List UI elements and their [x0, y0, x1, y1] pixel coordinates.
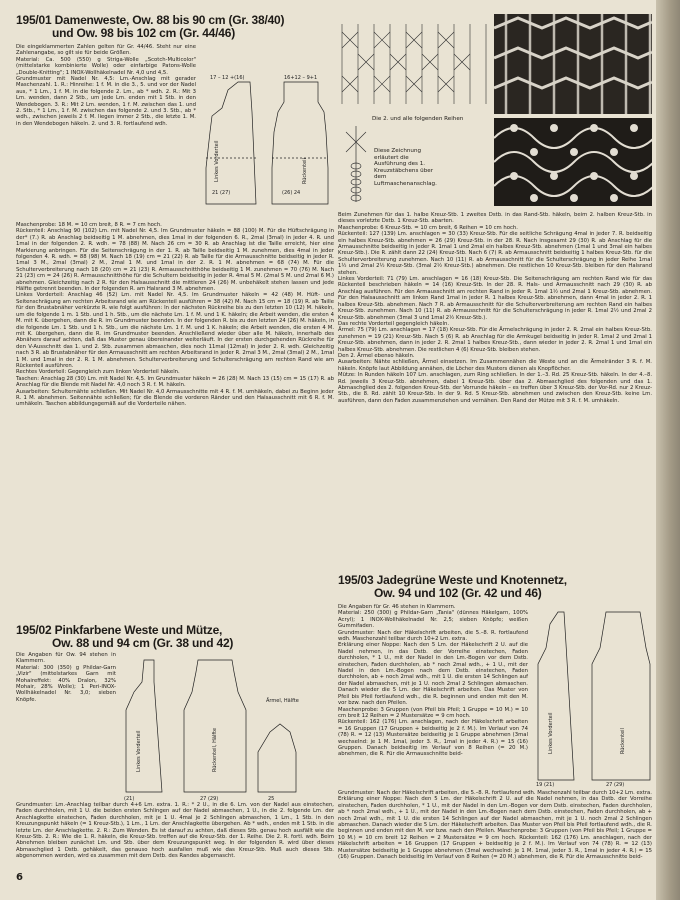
section-195-03-body	[338, 790, 652, 872]
section-195-02-intro	[16, 652, 116, 802]
knotennetz-photo	[494, 118, 652, 206]
section-title-line1: Pinkfarbene Weste und Mütze,	[54, 623, 223, 637]
section-195-03-intro	[338, 604, 528, 788]
section-title-line2: und Ow. 98 bis 102 cm (Gr. 44/46)	[52, 26, 236, 40]
pattern-diagram-195-01	[198, 72, 332, 216]
material-text: Material: 300 (350) g Phildar-Garn „Vizir" (mittelstarkes Garn mit Mohaireffekt: 40% Dralon, 32% Mohair, 28% Wolle); 1 Peri-INOX-Wollhäkelnadel Nr. 3,0; sieben Knöpfe.	[16, 664, 116, 703]
pattern-diagram-195-03	[530, 604, 654, 788]
svg-text:27 (29): 27 (29)	[606, 782, 625, 788]
svg-text:27 (29): 27 (29)	[200, 796, 219, 802]
pattern-diagram-195-02	[120, 652, 334, 802]
book-spine	[656, 0, 680, 900]
intro-text: Die Angaben für Ow. 94 stehen in Klammern.	[16, 652, 116, 665]
crochet-stitch-photo	[494, 14, 652, 114]
maschenprobe-text: Maschenprobe: 18 M. = 10 cm breit, 8 R. = 7 cm hoch.	[16, 222, 162, 228]
section-195-03-header	[338, 574, 652, 600]
label-armel-haelfte: Ärmel, Hälfte	[266, 698, 299, 704]
instructions-continued-text: Grundmuster: Nach der Häkelschrift arbeiten, die 5.–8. R. fortlaufend wdh. Maschenzahl teilbar durch 10+2 Lm. extra. Erklärung einer Noppe: Nach den 5 Lm. der Häkelschrift 2 U. auf die Nadel nehmen, in das Dstb. der Vorreihe einstechen, Faden durchholen, * 1 U., mit der Nadel in den Lm.-Bogen vor dem Dstb. einstechen, Faden durchholen, ab * noch 2mal wdh., + 1 U., mit der Nadel in den Lm.-Bogen nach dem Dstb. einstechen, Faden durchholen, ab + noch 2mal wdh., mit 1 U. die ersten 14 Schlingen auf der Nadel abmaschen, mit je 1 U. noch 2mal 2 Schlingen abmaschen. Danach wieder die 5 Lm. der Häkelschrift arbeiten. Das Muster von Pfeil bis Pfeil fortlaufend wdh., die R. beginnen und enden mit den M. vor bzw. nach den Pfeilen. Maschenprobe: 3 Gruppen (von Pfeil bis Pfeil; 1 Gruppe = 10 M.) = 10 cm breit 12 Reihen = 2 Mustersätze = 9 cm hoch. Rückenteil: 162 (176) Lm. anschlagen, nach der Häkelschrift arbeiten = 16 Gruppen (17 Gruppen + beidseitig je 2 f. M.). Im Verlauf von 74 (78) R. = 12 (13) Mustersätze beidseitig je 1 Gruppe abnehmen (3mal wechselnd: je 1 M. 1mal, jeder 3. R., 1mal in jeder 4. R.) = 15 (16) Gruppen. Danach beidseitig im Verlauf von 8 Reihen (= 20 M.) abnehmen, die R. Für die Armausschnitte beid-	[338, 790, 652, 861]
material-text: Material: 250 (300) g Phildar-Garn „Tania" (dünnes Häkelgarn, 100% Acryl); 1 INOX-Wollhäkelnadel Nr. 2,5; sieben Knöpfe; weißen Gummifaden.	[338, 610, 528, 630]
crochet-chain-diagram	[338, 122, 374, 208]
svg-text:(26) 24: (26) 24	[282, 190, 301, 196]
intro-text: Die eingeklammerten Zahlen gelten für Gr. 44/46. Steht nur eine Zahlenangabe, so gilt sie für beide Größen.	[16, 44, 196, 57]
svg-text:17 – 12 +(16): 17 – 12 +(16)	[210, 75, 245, 81]
svg-text:16+12 – 9+1: 16+12 – 9+1	[284, 75, 318, 81]
section-title-line2: Ow. 88 und 94 cm (Gr. 38 und 42)	[52, 636, 234, 650]
section-195-02-body	[16, 802, 334, 870]
instructions-text: Beim Zunehmen für das 1. halbe Kreuz-Stb. 1 zweites Dstb. in das Rand-Stb. häkeln, beim 2. halben Kreuz-Stb. in dieses vorletzte Dstb. 1 Kreuz-Stb. abarten. Maschenprobe: 6 Kreuz-Stb. = 10 cm breit, 6 Reihen = 10 cm hoch. Rückenteil: 127 (139) Lm. anschlagen = 30 (33) Kreuz-Stb. Für die seitliche Schrägung 4mal in jeder 7. R. beidseitig ein halbes Kreuz-Stb. abnehmen = 26 (29) Kreuz-Stb. in der 28. R. Nach insgesamt 29 (30) R. ab Anschlag für die Armausschnitte beidseitig in jeder R. 1mal 1 und 2mal ein halbes Kreuz-Stb. abnehmen (1mal 1 und 3mal ein halbes Kreuz-Stb.). Die R. zählt dann 22 (24) Kreuz-Stb. Nach 6 (7) R. ab Armausschnitt beidseitig 1 halbes Kreuz-Stb. für die Schulterverbreiterung zunehmen. Nach 10 (11) R. ab Armausschnitt für die Schulterschrägung in jeder Reihe 1mal 1½ und 2mal 2½ Kreuz-Stb. (3mal 2½ Kreuz-Stb.) abnehmen. Die restlichen 10 Kreuz-Stb. bleiben für den Halsrand stehen. Linkes Vorderteil: 71 (79) Lm. anschlagen = 16 (18) Kreuz-Stb. Die Seitenschrägung am rechten Rand wie für das Rückenteil beschrieben häkeln = 14 (16) Kreuz-Stb. In der 28. R. Hals- und Armausschnitt nach 29 (30) R. ab Anschlag ausführen. Für den Armausschnitt am rechten Rand in jeder R. 1mal 1½ und 2mal 1 Kreuz-Stb. abnehmen. Für den Halsausschnitt am linken Rand 1mal in jeder R. 1 halbes Kreuz-Stb. abnehmen, dann 4mal in jeder 2. R. 1 halbes Kreuz-Stb. abnehmen. Nach 7 R. ab Armausschnitt für die Schulterverbreiterung am rechten Rand ein halbes Kreuz-Stb. zunehmen. Nach 10 (11) R. ab Armausschnitt für die Schulterschrägung in jeder R. 1mal 2½ und 2mal 2 Kreuz-Stb. abnehmen (3mal 3 und 1mal 2½ Kreuz-Stb.). Das rechte Vorderteil gegengleich häkeln. Ärmel: 75 (79) Lm. anschlagen = 17 (18) Kreuz-Stb. Für die Ärmelschrägung in jeder 2. R. 2mal ein halbes Kreuz-Stb. zunehmen = 19 (21) Kreuz-Stb. Nach 5 (6) R. ab Anschlag für die Armkugel beidseitig in jeder R. 1mal 2 und 2mal 1 Kreuz-Stb. abnehmen, dann in jeder 2. R. 2mal 1 halbes Kreuz-Stb., dann wieder in jeder 2. R. 2mal 1 und 1mal ein halbes Kreuz-Stb. abnehmen. Die restlichen 4 (6) Kreuz-Stb. bleiben stehen. Den 2. Ärmel ebenso häkeln. Ausarbeiten: Nähte schließen, Ärmel einsetzen. Im Zusammennähen die Weste und an die Ärmelränder 3 R. f. M. häkeln. Knöpfe laut Abbildung annähen, die Löcher des Musters dienen als Knopflöcher. Mütze: In Runden häkeln 107 Lm. anschlagen, zum Ring schließen. In der 1.–3. Rd. 25 Kreuz-Stb. häkeln. In der 4.–8. Rd. jeweils 3 Kreuz-Stb. abnehmen, dabei 1 Kreuz-Stb. über das 2. Abmaschglied des folgenden und das 1. Abmaschglied des 2. folgenden Kreuz-Stb. der Vorrunde häkeln – es treffen über 3 Kreuz-Stb. der Vor-Rd. nur 2 Kreuz-Stb., die 8. Rd. zählt 10 Kreuz-Stb. In der 9. Rd. 5 Kreuz-Stb. abnehmen und zwischen den Kreuz-Stb. keine Lm. ausführen, dann den Faden zusammenziehen und vernähen. Den Rand der Mütze mit 3 R. f. M. umhäkeln.	[338, 212, 652, 404]
label-linkes-vorderteil: Linkes Vorderteil	[214, 140, 220, 182]
svg-text:Linkes Vorderteil: Linkes Vorderteil	[548, 712, 554, 754]
svg-text:Rückenteil, Hälfte: Rückenteil, Hälfte	[212, 727, 218, 772]
crochet-chart-top	[338, 14, 490, 114]
instructions-text: Grundmuster: Nach der Häkelschrift arbeiten, die 5.–8. R. fortlaufend wdh. Maschenzahl teilbar durch 10+2 Lm. extra. Erklärung einer Noppe: Nach den 5 Lm. der Häkelschrift 2 U. auf die Nadel nehmen, in das Dstb. der Vorreihe einstechen, Faden durchholen, * 1 U., mit der Nadel in den Lm.-Bogen vor dem Dstb. einstechen, Faden durchholen, ab * noch 2mal wdh., + 1 U., mit der Nadel in den Lm.-Bogen nach dem Dstb. einstechen, Faden durchholen, ab + noch 2mal wdh., mit 1 U. die ersten 14 Schlingen auf der Nadel abmaschen, mit je 1 U. noch 2mal 2 Schlingen abmaschen. Danach wieder die 5 Lm. der Häkelschrift arbeiten. Das Muster von Pfeil bis Pfeil fortlaufend wdh., die R. beginnen und enden mit den M. vor bzw. nach den Pfeilen. Maschenprobe: 3 Gruppen (von Pfeil bis Pfeil; 1 Gruppe = 10 M.) = 10 cm breit 12 Reihen = 2 Mustersätze = 9 cm hoch. Rückenteil: 162 (176) Lm. anschlagen, nach der Häkelschrift arbeiten = 16 Gruppen (17 Gruppen + beidseitig je 2 f. M.). Im Verlauf von 74 (78) R. = 12 (13) Mustersätze beidseitig je 1 Gruppe abnehmen (3mal wechselnd: je 1 M. 1mal, jeder 3. R., 1mal in jeder 4. R.) = 15 (16) Gruppen. Danach beidseitig im Verlauf von 8 Reihen (= 20 M.) abnehmen, die R. Für die Armausschnitte beid-	[338, 629, 528, 758]
section-title-line1: Jadegrüne Weste und Knotennetz,	[376, 573, 567, 587]
svg-text:21 (27): 21 (27)	[212, 190, 231, 196]
section-title-line1: Damenweste, Ow. 88 bis 90 cm (Gr. 38/40)	[54, 13, 285, 27]
svg-text:19 (21): 19 (21)	[536, 782, 555, 788]
section-title-line2: Ow. 94 und 102 (Gr. 42 und 46)	[374, 586, 542, 600]
caption-zeichnung: Diese Zeichnung erläutert die Ausführung des 1. Kreuzstäbchens über dem Luftmaschenanschlag.	[374, 148, 437, 187]
intro-text: Die Angaben für Gr. 46 stehen in Klammern.	[338, 604, 456, 610]
instructions-text: Rückenteil: Anschlag 90 (102) Lm. mit Nadel Nr. 4,5. Im Grundmuster häkeln = 88 (100) M. Für die Hüftschrägung in der* (7.) R. ab Anschlag beidseitig 1 M. abnehmen, dies 1mal in der folgenden 6. R., 2mal (3mal) in jeder 4. R. und 1mal in der folgenden 2. R. wdh. = 78 (88) M. Nach 26 cm = 30 R. ab Anschlag ist die Taille erreicht, hier eine Markierung anbringen. Für die Seitenschrägung in der 1. R. ab Taille beidseitig 1 M. zunehmen, dies 4mal in jeder folgenden 4. R. wdh. = 88 (98) M. Nach 18 (19) cm = 21 (22) R. ab Taille für die Armausschnitte beidseitig in jeder R. 1mal 3 M., 2mal (3mal) 2 M., 2mal 1 M. und 1mal in der 2. R. 1 M. abnehmen = 68 (74) M. Für die Schulterverbreiterung nach 18 (20) cm = 21 (23) R. Armausschnitthöhe beidseitig 1 M. zunehmen = 70 (76) M. Nach 21 (23) cm = 24 (26) R. Armausschnitthöhe für die Schultern beidseitig in jeder R. 4mal 5 M. (2mal 5 M. und 2mal 6 M.) abnehmen. Gleichzeitig nach 2 R. für den Halsausschnitt die mittleren 24 (26) M. unbehäkelt stehen lassen und jede Hälfte getrennt beenden. In der folgenden R. am Halsrand 3 M. abnehmen. Linkes Vorderteil: Anschlag 46 (52) Lm. mit Nadel Nr. 4,5. Im Grundmuster häkeln = 42 (48) M. Hüft- und Seitenschrägung am rechten Arbeitsrand wie am Rückenteil ausführen = 38 (42) M. Nach 15 cm = 18 (19) R. ab Taille für den Brustabnäher verkürzte R. wie folgt ausführen: In der nächsten Rückreihe bis zu den letzten 10 (12) M. häkeln, um die folgende 1 m. 1 Stb. und 1 h. Stb., um die nächste Lm. 1 f. M. und 1 K. häkeln; die Arbeit wenden, die ersten 4 M. mit K. übergehen, dann die R. im Grundmuster beenden. In der folgenden R. bis zu den letzten 24 (26) M. häkeln, in die folgende Lm. 1 Stb. und 1 h. Stb., um die nächste Lm. 1 f. M. und 1 K. häkeln; die Arbeit wenden, die ersten 4 M. mit K. übergehen, dann die R. im Grundmuster beenden. Anschließend wieder über alle M. häkeln, innerhalb des Abnähers darauf achten, daß das Muster genau übereinander weiterläuft. In der ersten durchgehenden Rückreihe für den V-Ausschnitt das 1. und 2. Stb. zusammen abmaschen, dies noch 11mal (12mal) in jeder 2. R. wdh. Gleichzeitig nach 3 R. ab Brustabnäher für den Armausschnitt am rechten Arbeitsrand in jeder R. 2mal 3 M., 2mal (3mal) 2 M., 1mal 1 M. und 1mal in der 2. R. 1 M. abnehmen. Schulterverbreiterung und Schulterschrägung am rechten Rand wie am Rückenteil ausführen. Rechtes Vorderteil: Gegengleich zum linken Vorderteil häkeln. Taschen: Anschlag 28 (30) Lm. mit Nadel Nr. 4,5. Im Grundmuster häkeln = 26 (28) M. Nach 13 (15) cm = 15 (17) R. ab Anschlag für die Blende mit Nadel Nr. 4,0 noch 3 R. f. M. häkeln. Ausarbeiten: Schulternähte schließen. Mit Nadel Nr. 4,0 Armausschnitte mit 4 R. f. M. umhäkeln, dabei zu Beginn jeder R. 1 M. abnehmen. Seitennähte schließen; für die Blende die vorderen Ränder und den Halsausschnitt mit 6 R. f. M. umhäkeln. Taschen abbildungsgemäß auf die Vorderteile nähen.	[16, 228, 334, 408]
section-number: 195/01	[16, 13, 52, 27]
section-195-02-header	[16, 624, 256, 650]
section-number: 195/03	[338, 573, 374, 587]
section-195-01-body	[16, 222, 334, 620]
section-195-02-continued	[338, 212, 652, 568]
label-rueckenteil: Rückenteil	[302, 158, 308, 184]
section-195-01-header	[16, 14, 334, 40]
svg-text:25: 25	[268, 796, 275, 802]
page-number: 6	[16, 872, 23, 883]
svg-text:Rückenteil: Rückenteil	[620, 728, 626, 754]
caption-reihen: Die 2. und alle folgenden Reihen	[372, 116, 464, 122]
grundmuster-text: Grundmuster mit Nadel Nr. 4,5: Lm.-Anschlag mit gerader Maschenzahl. 1. R.: Hinreihe: 1 f. M. in die 3., 5. und vor der Nadel aus, * 1 Lm., 1 f. M. in die folgende 2. Lm., ab * wdh. 2. R.: Mit 3 Lm. wenden, dann 2 Stb., um jede Lm. enden mit 1 Stb. in den Wendebogen. 3. R.: Mit 2 Lm. wenden, 1 f. M. zwischen das 1. und 2. Stb., * 1 Lm., 1 f. M. zwischen das folgende 2. und 3. Stb., ab * wdh., zwischen jeweils 2 f. M. liegen immer 2 Stb., die letzte 1. M. in den Wendebogen häkeln. 2. und 3. R. fortlaufend wdh.	[16, 76, 196, 127]
svg-text:(21): (21)	[124, 796, 135, 802]
svg-text:Linkes Vorderteil: Linkes Vorderteil	[136, 730, 142, 772]
section-number: 195/02	[16, 623, 52, 637]
grundmuster-text: Grundmuster: Lm.-Anschlag teilbar durch 4+6 Lm. extra. 1. R.: * 2 U., in die 6. Lm. von der Nadel aus einstechen, Faden durchholen, mit 1 U. die beiden ersten Schlingen auf der Nadel abmaschen, 1 U., in die 2. folgende Lm. der Anschlagkette einstechen, Faden durchholen, mit je 1 U. 4mal je 2 Schlingen abmaschen, 1 Lm., 1 Stb. in den Kreuzungspunkt häkeln (= 1 Kreuz-Stb.), 1 Lm., 1 Lm. der Anschlagkette übergehen. Ab * wdh., enden mit 1 Stb. in die letzte Lm. der Anschlagkette. 2. R.: Zum Wenden. Es ist darauf zu achten, daß dieses Stb. genau hoch ausfällt wie die Kreuz-Stb. 2. R.: Wie die 1. R. häkeln, die Kreuz-Stb. treffen auf die Kreuz-Stb. der 1. Reihe. Die 2. R. fortl. wdh. Beim Abnehmen bleiben zunächst Lm. und Stb. über dem Kreuzungspunkt weg. In der folgenden R. wird über dieses Abmaschglied 1 Dstb. gehäkelt, das genauso hoch ausfallen muß wie das Kreuz-Stb. Muß auch dieses Stb. abgenommen werden, wird es zusammen mit dem Dstb. des Randes abgemascht.	[16, 802, 334, 860]
material-text: Material: Ca. 500 (550) g Striga-Wolle „Scotch-Multicolor" (mittelstarke kombinierte Wolle) oder einfarbige Patons-Wolle „Double-Knitting"; 1 INOX-Wollhäkelnadel Nr. 4,0 und 4,5.	[16, 56, 196, 76]
